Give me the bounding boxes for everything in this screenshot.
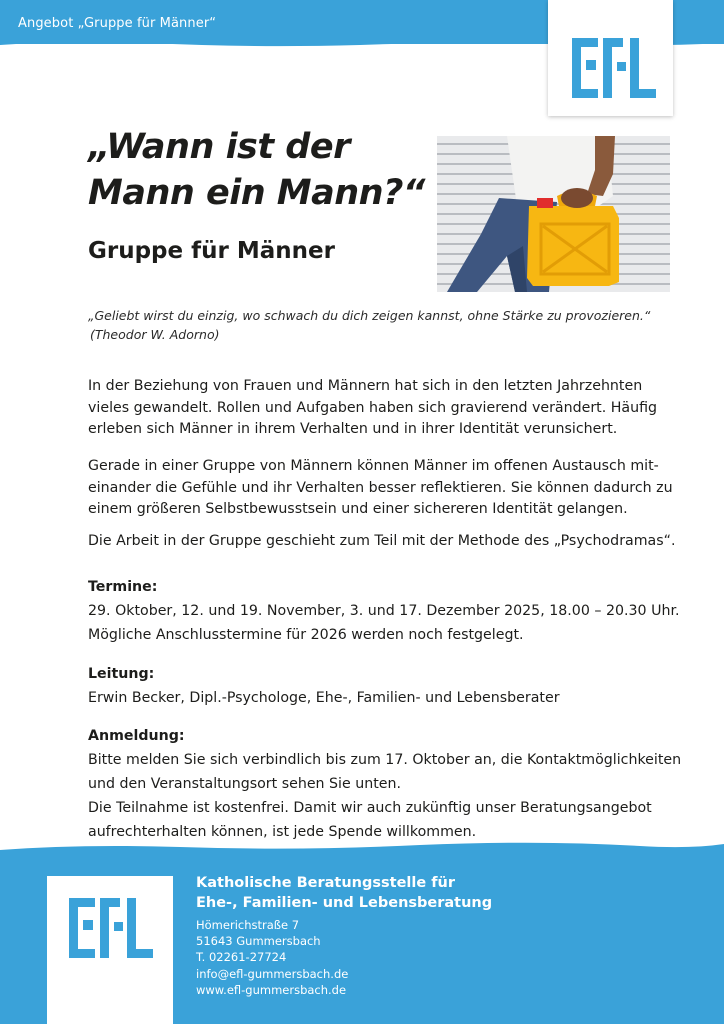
termine-section: [88, 575, 698, 647]
anmeldung-line-2: und den Veranstaltungsort sehen Sie unten.: [88, 776, 402, 792]
anmeldung-line-3: Die Teilnahme ist kostenfrei. Damit wir auch zukünftig unser Beratungsangebot: [88, 800, 652, 816]
p1-line-1: In der Beziehung von Frauen und Männern hat sich in den letzten Jahrzehnten: [88, 378, 643, 394]
page-subtitle: Gruppe für Männer: [88, 238, 335, 264]
termine-dates: 29. Oktober, 12. und 19. November, 3. und 17. Dezember 2025, 18.00 – 20.30 Uhr.: [88, 603, 680, 619]
org-contact: [196, 873, 492, 998]
efl-logo-card-footer: [47, 876, 173, 1024]
p2-line-1: Gerade in einer Gruppe von Männern können Männer im offenen Austausch mit-: [88, 458, 659, 474]
offer-tag: Angebot „Gruppe für Männer“: [18, 16, 217, 31]
efl-logo-icon-footer: [69, 898, 153, 958]
org-name-line-1: Katholische Beratungsstelle für: [196, 875, 456, 891]
termine-followup: Mögliche Anschlusstermine für 2026 werden noch festgelegt.: [88, 627, 524, 643]
quote-author: (Theodor W. Adorno): [90, 327, 220, 342]
org-city: 51643 Gummersbach: [196, 934, 321, 949]
org-email-link[interactable]: info@efl-gummersbach.de: [196, 966, 349, 981]
intro-paragraph-2: [88, 456, 688, 521]
org-street: Hömerichstraße 7: [196, 918, 300, 932]
p1-line-2: vieles gewandelt. Rollen und Aufgaben haben sich gravierend verändert. Häufig: [88, 399, 658, 416]
title-line-1: „Wann ist der: [88, 127, 350, 167]
p2-line-3: einem größeren Selbstbewusstsein und einer sichereren Identität gelangen.: [88, 501, 628, 517]
org-name-line-2: Ehe-, Familien- und Lebensberatung: [196, 895, 493, 911]
p1-line-3: erleben sich Männer in ihrem Verhalten und in ihrer Identität verunsichert.: [88, 421, 618, 437]
leitung-heading: Leitung:: [88, 666, 155, 682]
title-line-2: Mann ein Mann?“: [88, 173, 425, 213]
anmeldung-section: [88, 724, 698, 844]
leitung-person: Erwin Becker, Dipl.-Psychologe, Ehe-, Familien- und Lebensberater: [88, 690, 560, 706]
anmeldung-heading: Anmeldung:: [88, 728, 185, 744]
anmeldung-line-4: aufrechterhalten können, ist jede Spende willkommen.: [88, 824, 477, 840]
efl-logo-icon: [572, 38, 656, 98]
man-with-canister-photo: [437, 136, 670, 292]
quote-text: „Geliebt wirst du einzig, wo schwach du dich zeigen kannst, ohne Stärke zu provozieren.“: [88, 308, 651, 323]
adorno-quote: [88, 306, 678, 344]
termine-heading: Termine:: [88, 579, 158, 595]
intro-paragraph-3: Die Arbeit in der Gruppe geschieht zum Teil mit der Methode des „Psychodramas“.: [88, 533, 676, 549]
efl-logo-card: [548, 0, 673, 116]
intro-paragraph-1: [88, 376, 688, 441]
org-website-link[interactable]: www.efl-gummersbach.de: [196, 982, 347, 997]
page-title: [88, 124, 425, 216]
p2-line-2: einander die Gefühle und ihr Verhalten besser reflektieren. Sie können dadurch zu: [88, 479, 673, 496]
leitung-section: [88, 662, 698, 710]
org-phone: T. 02261-27724: [196, 950, 287, 965]
anmeldung-line-1: Bitte melden Sie sich verbindlich bis zum 17. Oktober an, die Kontaktmöglichkeiten: [88, 752, 682, 768]
